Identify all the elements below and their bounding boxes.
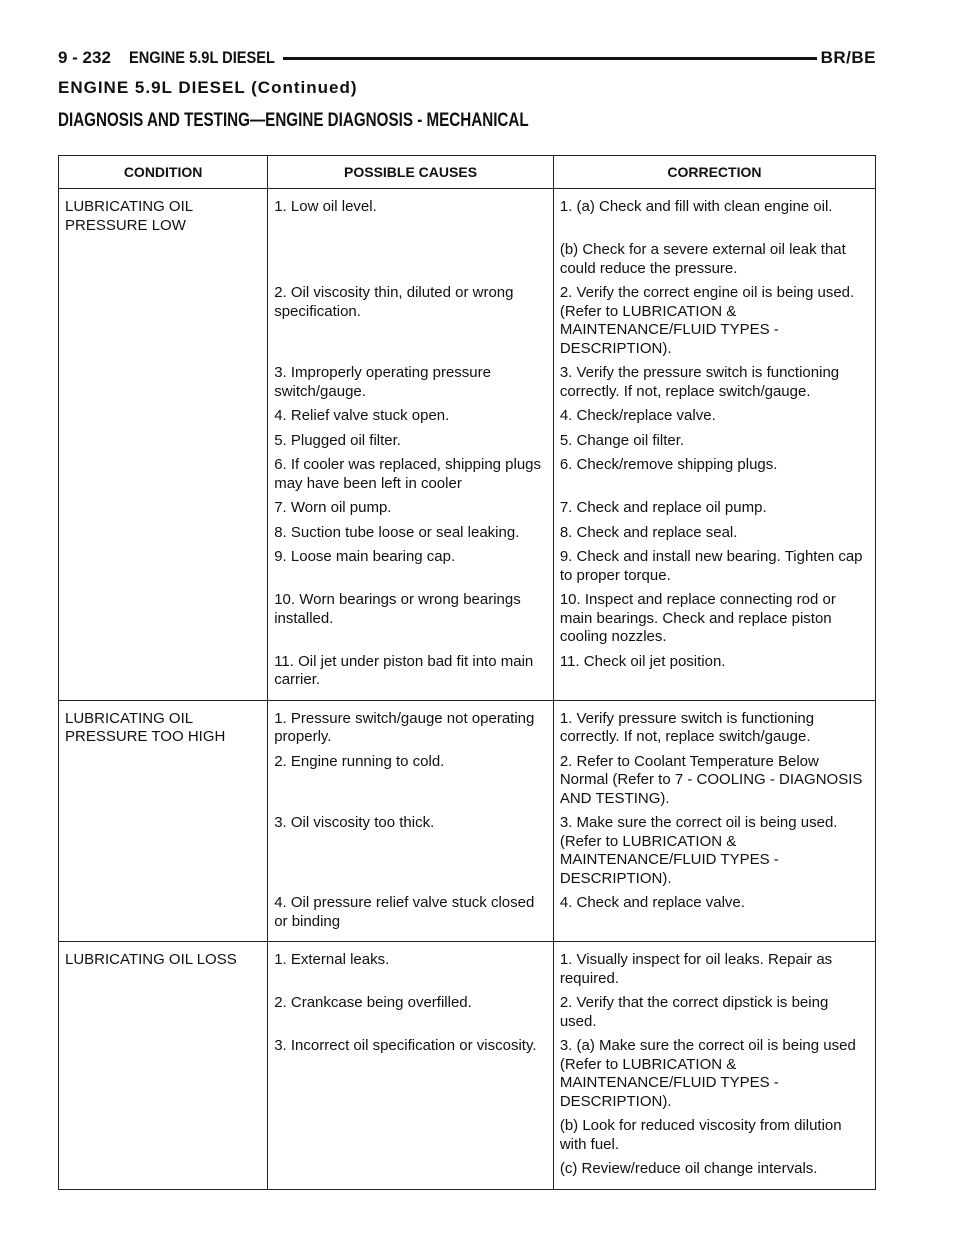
correction-cell: 2. Refer to Coolant Temperature Below Normal (Refer to 7 - COOLING - DIAGNOSIS AND TESTING). bbox=[559, 752, 863, 807]
table-row bbox=[59, 546, 876, 589]
condition-cell bbox=[59, 892, 268, 942]
correction-cell: 5. Change oil filter. bbox=[559, 431, 685, 449]
cause-cell: 11. Oil jet under piston bad fit into main carrier. bbox=[268, 651, 554, 701]
condition-cell bbox=[59, 546, 268, 589]
cause-cell bbox=[268, 239, 554, 282]
cause-cell: 2. Oil viscosity thin, diluted or wrong specification. bbox=[268, 282, 554, 362]
header-code: BR/BE bbox=[820, 48, 876, 67]
table-row bbox=[59, 405, 876, 430]
cause-cell: 10. Worn bearings or wrong bearings installed. bbox=[268, 589, 554, 651]
column-header-possible-causes: POSSIBLE CAUSES bbox=[268, 156, 554, 189]
section-title: DIAGNOSIS AND TESTING—ENGINE DIAGNOSIS - MECHANICAL bbox=[58, 110, 529, 131]
table-row bbox=[59, 522, 876, 547]
continued-heading: ENGINE 5.9L DIESEL (Continued) bbox=[58, 78, 358, 97]
table-row bbox=[59, 812, 876, 892]
table-row bbox=[59, 189, 876, 240]
cause-cell: 7. Worn oil pump. bbox=[268, 497, 554, 522]
cause-cell: 3. Oil viscosity too thick. bbox=[268, 812, 554, 892]
header-rule bbox=[283, 57, 817, 60]
correction-cell: 9. Check and install new bearing. Tighten cap to proper torque. bbox=[559, 548, 863, 584]
table-row bbox=[59, 1035, 876, 1115]
column-header-correction: CORRECTION bbox=[553, 156, 875, 189]
correction-cell: (c) Review/reduce oil change intervals. bbox=[559, 1160, 818, 1177]
condition-cell: LUBRICATING OIL PRESSURE LOW bbox=[59, 189, 268, 240]
correction-cell: 11. Check oil jet position. bbox=[559, 652, 726, 670]
table-row bbox=[59, 282, 876, 362]
table-header-row bbox=[59, 156, 876, 189]
condition-cell bbox=[59, 282, 268, 362]
diagnosis-table bbox=[58, 155, 876, 1190]
cause-cell: 1. Pressure switch/gauge not operating properly. bbox=[268, 700, 554, 751]
table-row bbox=[59, 1158, 876, 1189]
condition-cell bbox=[59, 812, 268, 892]
cause-cell bbox=[268, 1158, 554, 1189]
correction-cell: 3. Make sure the correct oil is being used. (Refer to LUBRICATION & MAINTENANCE/FLUID TYPES - DESCRIPTION). bbox=[559, 814, 838, 887]
condition-cell bbox=[59, 589, 268, 651]
correction-cell: 1. (a) Check and fill with clean engine oil. bbox=[559, 198, 833, 215]
table-row bbox=[59, 751, 876, 813]
table-row bbox=[59, 497, 876, 522]
header-title: ENGINE 5.9L DIESEL bbox=[128, 48, 275, 67]
condition-cell bbox=[59, 1158, 268, 1189]
cause-cell: 3. Improperly operating pressure switch/gauge. bbox=[268, 362, 554, 405]
condition-cell bbox=[59, 497, 268, 522]
table-row bbox=[59, 700, 876, 751]
condition-cell bbox=[59, 651, 268, 701]
correction-cell: 1. Verify pressure switch is functioning correctly. If not, replace switch/gauge. bbox=[559, 709, 815, 745]
correction-cell: 8. Check and replace seal. bbox=[559, 523, 738, 541]
cause-cell: 6. If cooler was replaced, shipping plugs may have been left in cooler bbox=[268, 454, 554, 497]
table-row bbox=[59, 651, 876, 701]
condition-cell bbox=[59, 1115, 268, 1158]
correction-cell: (b) Check for a severe external oil leak that could reduce the pressure. bbox=[559, 241, 846, 277]
cause-cell: 1. Low oil level. bbox=[268, 189, 554, 240]
correction-cell: 1. Visually inspect for oil leaks. Repair as required. bbox=[559, 951, 833, 987]
correction-cell: 7. Check and replace oil pump. bbox=[559, 499, 767, 516]
correction-cell: 3. Verify the pressure switch is functioning correctly. If not, replace switch/gauge. bbox=[559, 364, 840, 400]
table-row bbox=[59, 992, 876, 1035]
table-row bbox=[59, 362, 876, 405]
correction-cell: 4. Check and replace valve. bbox=[559, 894, 745, 911]
condition-cell: LUBRICATING OIL PRESSURE TOO HIGH bbox=[59, 700, 268, 751]
condition-cell bbox=[59, 992, 268, 1035]
table-row bbox=[59, 454, 876, 497]
correction-cell: 3. (a) Make sure the correct oil is being used (Refer to LUBRICATION & MAINTENANCE/FLUID TYPES - DESCRIPTION). bbox=[559, 1037, 856, 1110]
page-number: 9 - 232 bbox=[58, 48, 111, 67]
condition-cell: LUBRICATING OIL LOSS bbox=[59, 942, 268, 993]
cause-cell: 4. Relief valve stuck open. bbox=[268, 405, 554, 430]
table-row bbox=[59, 1115, 876, 1158]
page-header bbox=[58, 46, 876, 70]
condition-cell bbox=[59, 405, 268, 430]
cause-cell: 2. Crankcase being overfilled. bbox=[268, 992, 554, 1035]
cause-cell: 2. Engine running to cold. bbox=[268, 751, 554, 813]
condition-cell bbox=[59, 239, 268, 282]
correction-cell: (b) Look for reduced viscosity from dilution with fuel. bbox=[559, 1117, 842, 1153]
condition-cell bbox=[59, 522, 268, 547]
correction-cell: 4. Check/replace valve. bbox=[559, 407, 716, 424]
condition-cell bbox=[59, 430, 268, 455]
condition-cell bbox=[59, 454, 268, 497]
table-row bbox=[59, 430, 876, 455]
cause-cell bbox=[268, 1115, 554, 1158]
table-row bbox=[59, 892, 876, 942]
correction-cell: 10. Inspect and replace connecting rod or main bearings. Check and replace piston cooling nozzles. bbox=[559, 591, 836, 645]
condition-cell bbox=[59, 751, 268, 813]
cause-cell: 4. Oil pressure relief valve stuck closed or binding bbox=[268, 892, 554, 942]
cause-cell: 1. External leaks. bbox=[268, 942, 554, 993]
condition-cell bbox=[59, 1035, 268, 1115]
cause-cell: 3. Incorrect oil specification or viscosity. bbox=[268, 1035, 554, 1115]
correction-cell: 6. Check/remove shipping plugs. bbox=[559, 456, 778, 473]
correction-cell: 2. Verify that the correct dipstick is being used. bbox=[559, 994, 829, 1030]
table-row bbox=[59, 942, 876, 993]
column-header-condition: CONDITION bbox=[59, 156, 268, 189]
cause-cell: 9. Loose main bearing cap. bbox=[268, 546, 554, 589]
correction-cell: 2. Verify the correct engine oil is being used. (Refer to LUBRICATION & MAINTENANCE/FLUID TYPES - DESCRIPTION). bbox=[559, 284, 855, 357]
cause-cell: 8. Suction tube loose or seal leaking. bbox=[268, 522, 554, 547]
condition-cell bbox=[59, 362, 268, 405]
cause-cell: 5. Plugged oil filter. bbox=[268, 430, 554, 455]
table-row bbox=[59, 589, 876, 651]
table-row bbox=[59, 239, 876, 282]
